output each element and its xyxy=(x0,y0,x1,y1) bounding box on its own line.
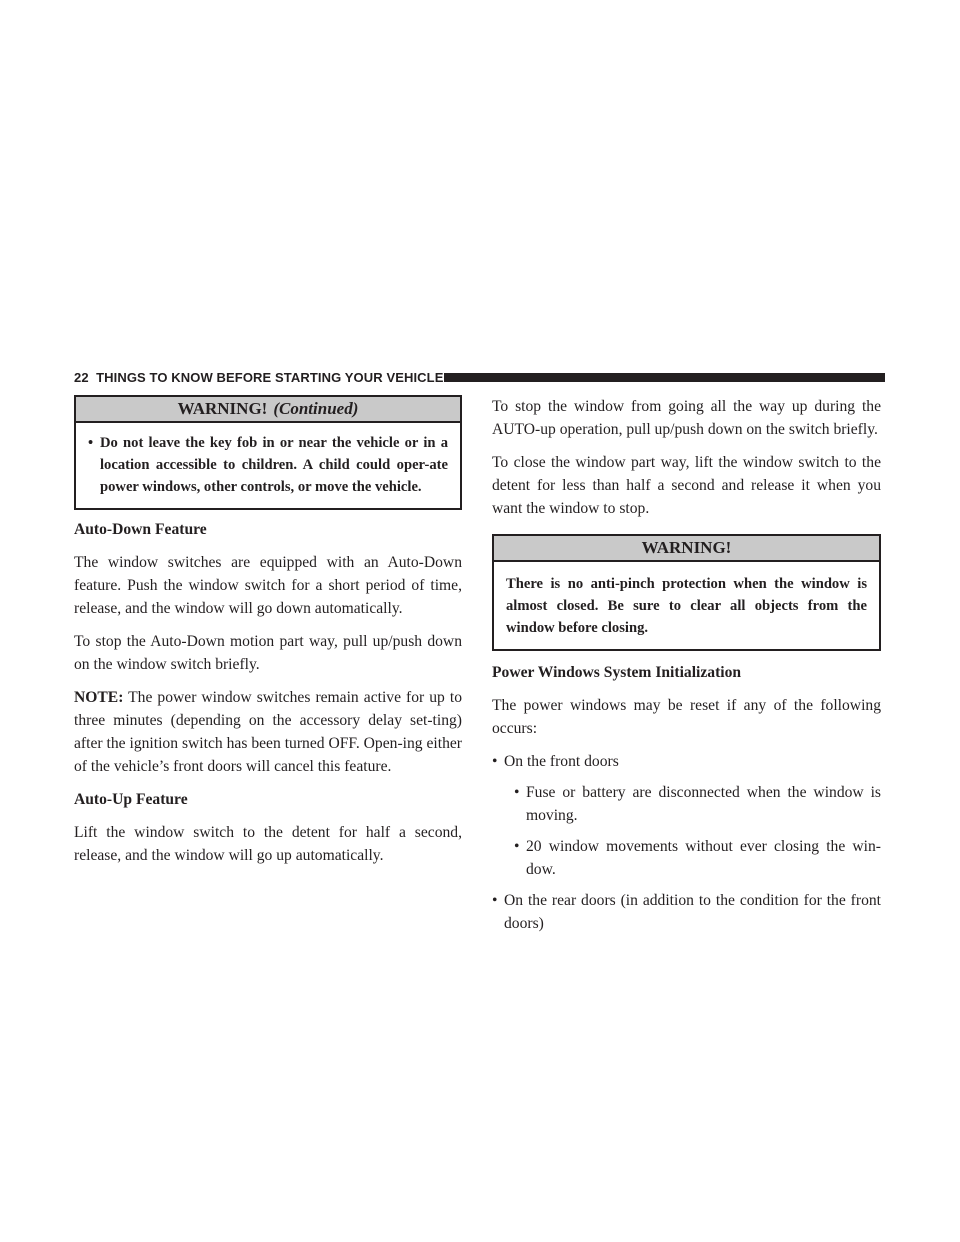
close-partway-paragraph: To close the window part way, lift the window switch to the detent for less than half a second and release it when you want the window to stop. xyxy=(492,454,881,517)
page-header xyxy=(74,370,885,386)
header-rule xyxy=(444,373,885,382)
auto-down-paragraph-1: The window switches are equipped with an Auto-Down feature. Push the window switch for a short period of time, release, and the window will go down automatically. xyxy=(74,554,462,617)
list-item xyxy=(514,781,881,827)
bullet-icon: • xyxy=(514,838,520,855)
warning-heading xyxy=(76,397,460,423)
bullet-icon: • xyxy=(492,892,498,909)
list-item-text: On the rear doors (in addition to the condition for the front doors) xyxy=(504,892,881,932)
bullet-icon: • xyxy=(514,784,520,801)
list-item xyxy=(492,889,881,935)
auto-up-heading: Auto-Up Feature xyxy=(74,791,188,808)
bullet-icon: • xyxy=(88,435,94,451)
auto-down-paragraph-2: To stop the Auto-Down motion part way, pull up/push down on the window switch briefly. xyxy=(74,633,462,673)
warning-body-text: There is no anti-pinch protection when the window is almost closed. Be sure to clear all objects from the window before closing. xyxy=(506,576,867,636)
list-item xyxy=(492,750,881,773)
right-column xyxy=(492,395,881,943)
warning-body xyxy=(76,423,460,508)
note-label: NOTE: xyxy=(74,689,124,706)
note-text: The power window switches remain active for up to three minutes (depending on the accessory delay set-ting) after the ignition switch has been turned OFF. Open-ing either of the vehicle’s front doors will cancel this feature. xyxy=(74,689,462,775)
list-item-text: Fuse or battery are disconnected when the window is moving. xyxy=(526,784,881,824)
header-text xyxy=(74,370,443,386)
warning-box-continued xyxy=(74,395,462,510)
auto-down-heading: Auto-Down Feature xyxy=(74,521,207,538)
note-paragraph xyxy=(74,686,462,778)
list-item-text: 20 window movements without ever closing the win-dow. xyxy=(526,838,881,878)
warning-heading: WARNING! xyxy=(494,536,879,562)
warning-title: WARNING! xyxy=(177,399,268,418)
initialization-heading: Power Windows System Initialization xyxy=(492,664,742,681)
list-item xyxy=(88,432,448,498)
warning-box xyxy=(492,534,881,651)
section-title: THINGS TO KNOW BEFORE STARTING YOUR VEHICLE xyxy=(96,370,444,385)
warning-bullet-text: Do not leave the key fob in or near the vehicle or in a location accessible to children. A child could oper-ate power windows, other controls, or move the vehicle. xyxy=(100,435,448,495)
bullet-icon: • xyxy=(492,753,498,770)
list-item-text: On the front doors xyxy=(504,753,619,770)
initialization-intro: The power windows may be reset if any of the following occurs: xyxy=(492,697,881,737)
page-number: 22 xyxy=(74,370,89,385)
warning-continued: (Continued) xyxy=(273,399,359,418)
stop-window-paragraph: To stop the window from going all the way up during the AUTO-up operation, pull up/push down on the switch briefly. xyxy=(492,398,881,438)
list-item xyxy=(514,835,881,881)
left-column xyxy=(74,395,462,877)
auto-up-paragraph: Lift the window switch to the detent for half a second, release, and the window will go up automatically. xyxy=(74,824,462,864)
